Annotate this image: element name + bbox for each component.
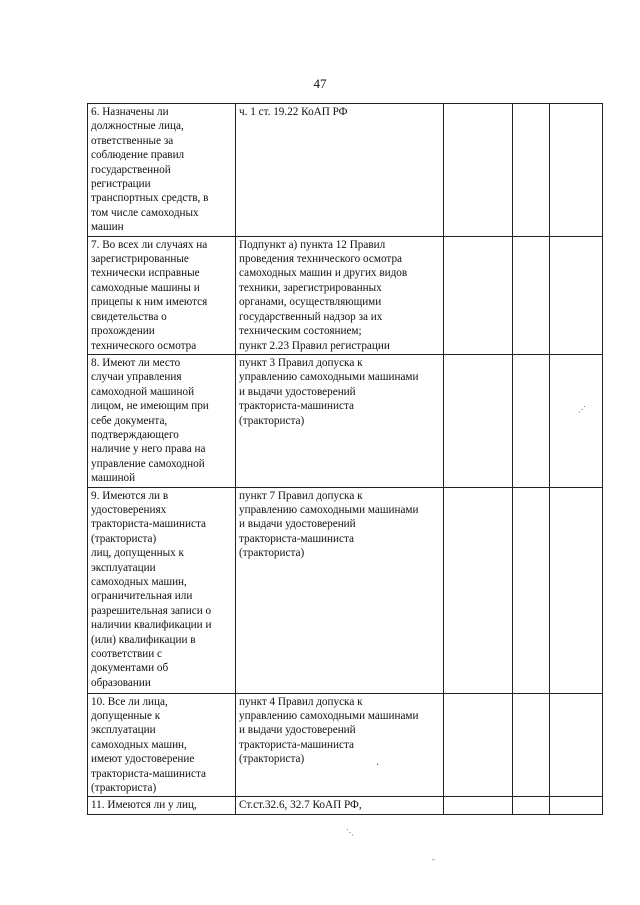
reference-line: ч. 1 ст. 19.22 КоАП РФ [239, 106, 348, 118]
question-line: допущенные к [91, 709, 161, 722]
question-line: регистрации [91, 178, 151, 191]
question-line: машин [91, 221, 124, 234]
question-line: тракториста-машиниста [91, 518, 206, 531]
reference-line: тракториста-машиниста [239, 738, 354, 751]
reference-line: Ст.ст.32.6, 32.7 КоАП РФ, [239, 799, 362, 812]
scan-speck: · [376, 760, 380, 771]
reference-cell [236, 797, 444, 814]
reference-line: самоходных машин и других видов [239, 267, 408, 280]
question-line: эксплуатации [91, 724, 156, 737]
reference-line: техническим состоянием; [239, 325, 362, 338]
question-line: технического осмотра [91, 339, 197, 352]
question-line: эксплуатации [91, 561, 156, 574]
question-line: прицепы к ним имеются [91, 296, 208, 309]
question-line: 6. Назначены ли [91, 106, 169, 118]
reference-line: пункт 7 Правил допуска к [239, 489, 363, 502]
reference-cell [236, 693, 444, 797]
reference-line: (тракториста) [239, 753, 305, 766]
question-line: свидетельства о [91, 310, 167, 323]
table-row [88, 104, 603, 237]
table-row [88, 236, 603, 354]
checklist-table [87, 103, 603, 815]
question-line: самоходных машин, [91, 576, 187, 588]
reference-line: (тракториста) [239, 547, 305, 560]
question-line: ответственные за [91, 134, 174, 147]
answer-cell [513, 104, 550, 237]
reference-line: и выдачи удостоверений [239, 518, 356, 531]
reference-cell [236, 104, 444, 237]
scan-speck: ⋱ [346, 828, 354, 837]
answer-cell [444, 236, 513, 354]
question-cell [88, 693, 236, 797]
reference-line: и выдачи удостоверений [239, 385, 356, 398]
reference-line: пункт 3 Правил допуска к [239, 356, 363, 369]
question-line: 7. Во всех ли случаях на [91, 238, 208, 251]
answer-cell [444, 487, 513, 693]
reference-line: проведения технического осмотра [239, 253, 403, 266]
question-line: лиц, допущенных к [91, 547, 184, 560]
question-line: 8. Имеют ли место [91, 356, 181, 369]
answer-cell [513, 354, 550, 487]
table-row [88, 797, 603, 814]
question-line: машиной [91, 472, 136, 485]
answer-cell [513, 693, 550, 797]
question-line: случаи управления [91, 371, 182, 384]
reference-line: Подпункт а) пункта 12 Правил [239, 238, 386, 251]
question-line: соблюдение правил [91, 149, 185, 162]
reference-line: тракториста-машиниста [239, 532, 354, 545]
answer-cell [550, 797, 603, 814]
question-line: соответствии с [91, 648, 162, 661]
table-row [88, 354, 603, 487]
answer-cell [513, 487, 550, 693]
table-row [88, 487, 603, 693]
question-line: наличии квалификации и [91, 619, 212, 632]
reference-line: управлению самоходными машинами [239, 709, 419, 722]
scan-speck: - [432, 855, 435, 864]
question-line: (или) квалификации в [91, 633, 196, 646]
question-line: (тракториста) [91, 782, 157, 794]
question-cell [88, 236, 236, 354]
question-line: самоходные машины и [91, 281, 200, 294]
question-line: 10. Все ли лица, [91, 695, 168, 708]
reference-line: управлению самоходными машинами [239, 503, 419, 516]
answer-cell [444, 693, 513, 797]
answer-cell [550, 693, 603, 797]
question-line: 9. Имеются ли в [91, 489, 169, 502]
answer-cell [513, 236, 550, 354]
question-line: имеют удостоверение [91, 753, 195, 766]
question-cell [88, 104, 236, 237]
question-line: лицом, не имеющим при [91, 400, 209, 413]
question-line: управление самоходной [91, 457, 205, 470]
question-line: должностные лица, [91, 120, 184, 133]
question-line: (тракториста) [91, 532, 157, 545]
question-line: удостоверениях [91, 503, 167, 516]
question-cell [88, 487, 236, 693]
question-line: подтверждающего [91, 428, 179, 441]
question-line: ограничительная или [91, 590, 193, 603]
answer-cell [550, 236, 603, 354]
reference-line: пункт 4 Правил допуска к [239, 695, 363, 708]
reference-line: пункт 2.23 Правил регистрации [239, 339, 390, 352]
page-number: 47 [313, 76, 327, 91]
table-row [88, 693, 603, 797]
question-line: самоходных машин, [91, 738, 187, 751]
answer-cell [513, 797, 550, 814]
question-line: государственной [91, 163, 171, 176]
question-cell [88, 797, 236, 814]
answer-cell [444, 354, 513, 487]
reference-cell [236, 236, 444, 354]
scan-speck: ⋰ [578, 405, 586, 414]
reference-line: управлению самоходными машинами [239, 371, 419, 384]
question-line: разрешительная записи о [91, 604, 212, 617]
question-line: том числе самоходных [91, 206, 199, 219]
reference-line: тракториста-машиниста [239, 400, 354, 413]
question-line: зарегистрированные [91, 253, 189, 266]
answer-cell [550, 354, 603, 487]
answer-cell [550, 104, 603, 237]
answer-cell [444, 797, 513, 814]
question-line: самоходной машиной [91, 385, 195, 398]
answer-cell [550, 487, 603, 693]
question-line: технически исправные [91, 267, 200, 280]
reference-cell [236, 354, 444, 487]
reference-cell [236, 487, 444, 693]
reference-line: государственный надзор за их [239, 310, 383, 323]
question-line: образовании [91, 676, 151, 689]
reference-line: и выдачи удостоверений [239, 724, 356, 737]
reference-line: техники, зарегистрированных [239, 281, 382, 294]
reference-line: (тракториста) [239, 414, 305, 427]
question-line: 11. Имеются ли у лиц, [91, 799, 197, 812]
question-line: прохождении [91, 325, 155, 338]
question-line: наличие у него права на [91, 443, 206, 456]
reference-line: органами, осуществляющими [239, 296, 382, 309]
question-cell [88, 354, 236, 487]
question-line: себе документа, [91, 414, 168, 427]
question-line: тракториста-машиниста [91, 767, 206, 780]
question-line: транспортных средств, в [91, 192, 209, 205]
question-line: документами об [91, 662, 169, 675]
answer-cell [444, 104, 513, 237]
